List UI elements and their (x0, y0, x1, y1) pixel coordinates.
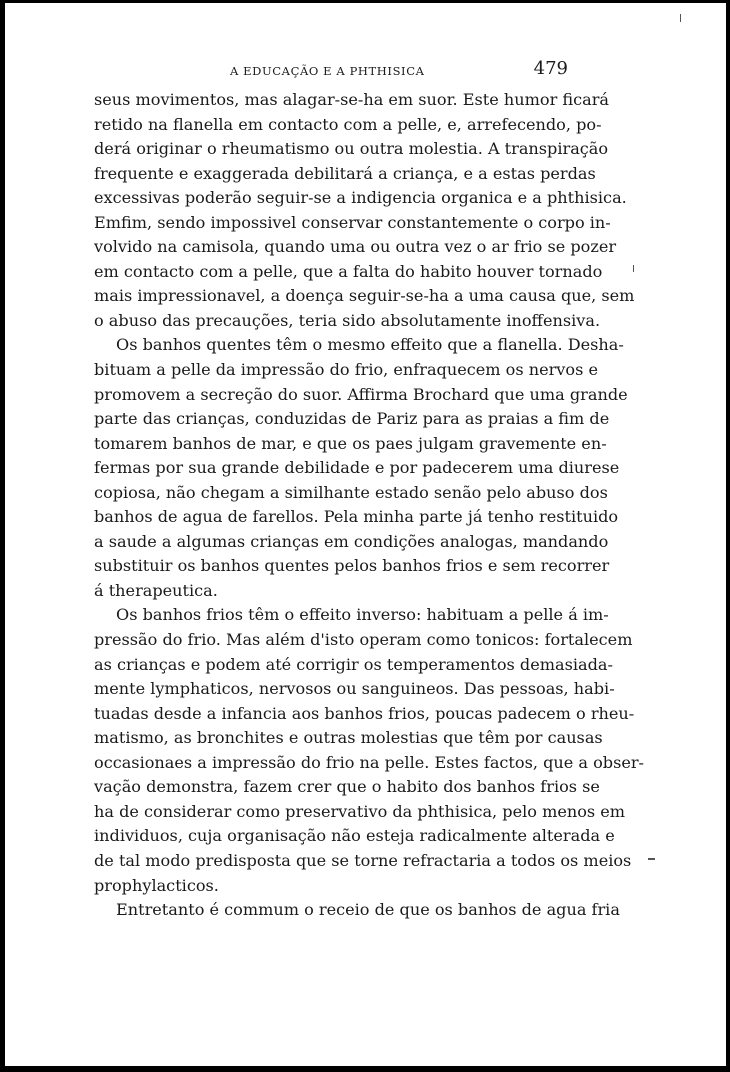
text-line: a saude a algumas crianças em condições analogas, mandando (94, 531, 609, 551)
text-line: tuadas desde a infancia aos banhos frios, poucas padecem o rheu- (94, 703, 635, 723)
text-line: Entretanto é commum o receio de que os banhos de agua fria (116, 900, 620, 920)
scan-speck (648, 858, 655, 860)
page-number: 479 (533, 58, 568, 79)
text-line: ha de considerar como preservativo da phthisica, pelo menos em (94, 801, 626, 821)
text-line: as crianças e podem até corrigir os temperamentos demasiada- (94, 654, 613, 674)
text-line: Os banhos frios têm o effeito inverso: habituam a pelle á im- (116, 605, 609, 625)
text-line: excessivas poderão seguir-se a indigencia organica e a phthisica. (94, 188, 627, 208)
text-line: mais impressionavel, a doença seguir-se-ha a uma causa que, sem (94, 286, 635, 306)
text-line: retido na flanella em contacto com a pelle, e, arrefecendo, po- (94, 114, 602, 134)
running-head (94, 58, 568, 88)
text-line: promovem a secreção do suor. Affirma Brochard que uma grande (94, 384, 628, 404)
text-line: seus movimentos, mas alagar-se-ha em suor. Este humor ficará (94, 90, 610, 109)
text-line: derá originar o rheumatismo ou outra molestia. A transpiração (94, 139, 609, 159)
text-line: volvido na camisola, quando uma ou outra vez o ar frio se pozer (94, 237, 617, 257)
text-line: matismo, as bronchites e outras molestias que têm por causas (94, 728, 603, 748)
text-line: frequente e exaggerada debilitará a criança, e a estas perdas (94, 163, 596, 183)
scan-speck (633, 265, 634, 272)
text-line: parte das crianças, conduzidas de Pariz para as praias a fim de (94, 409, 610, 429)
text-line: em contacto com a pelle, que a falta do habito houver tornado (94, 261, 603, 281)
text-line: substituir os banhos quentes pelos banhos frios e sem recorrer (94, 556, 610, 576)
book-page (94, 58, 644, 923)
text-line: Emfim, sendo impossivel conservar constantemente o corpo in- (94, 212, 611, 232)
text-line: vação demonstra, fazem crer que o habito dos banhos frios se (94, 777, 600, 797)
text-line: pressão do frio. Mas além d'isto operam como tonicos: fortalecem (94, 630, 633, 650)
running-title: A EDUCAÇÃO E A PHTHISICA (230, 64, 425, 78)
scan-speck (680, 14, 681, 22)
text-line: bituam a pelle da impressão do frio, enfraquecem os nervos e (94, 360, 598, 380)
text-line: occasionaes a impressão do frio na pelle. Estes factos, que a obser- (94, 752, 644, 772)
text-line: individuos, cuja organisação não esteja radicalmente alterada e (94, 826, 615, 846)
text-line: fermas por sua grande debilidade e por padecerem uma diurese (94, 458, 620, 478)
text-line: Os banhos quentes têm o mesmo effeito que a flanella. Desha- (116, 335, 624, 355)
body-text (94, 88, 644, 923)
text-line: o abuso das precauções, teria sido absolutamente inoffensiva. (94, 310, 601, 330)
text-line: tomarem banhos de mar, e que os paes julgam gravemente en- (94, 433, 607, 453)
text-line: prophylacticos. (94, 875, 219, 895)
text-line: mente lymphaticos, nervosos ou sanguineos. Das pessoas, habi- (94, 679, 615, 699)
text-line: banhos de agua de farellos. Pela minha parte já tenho restituido (94, 507, 619, 527)
text-line: á therapeutica. (94, 580, 218, 600)
text-line: de tal modo predisposta que se torne refractaria a todos os meios (94, 850, 632, 870)
text-line: copiosa, não chegam a similhante estado senão pelo abuso dos (94, 482, 608, 502)
